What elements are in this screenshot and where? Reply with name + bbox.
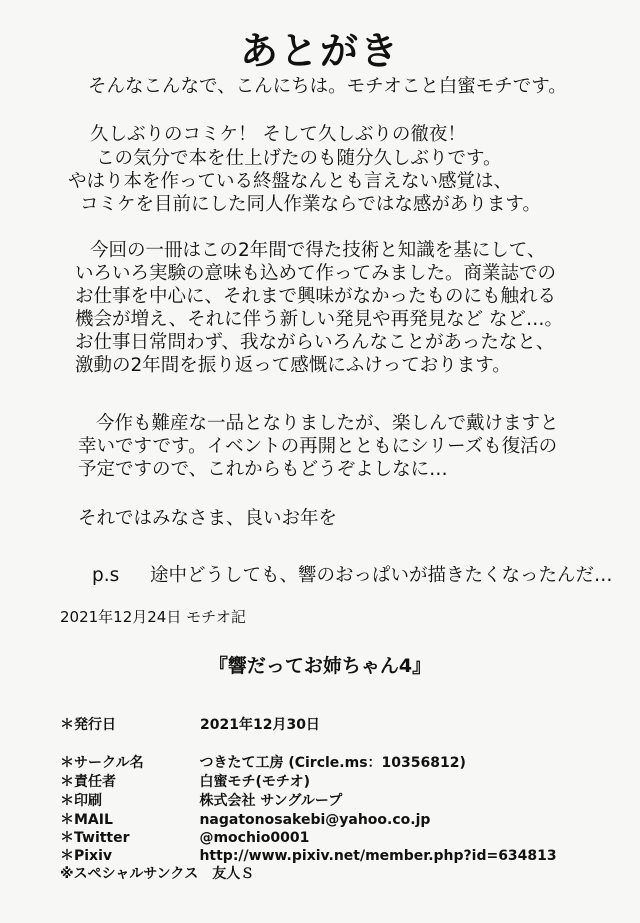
page-heading: あとがき bbox=[239, 29, 400, 73]
paragraph-3-line-6: 激動の2年間を振り返って感慨にふけっております。 bbox=[75, 355, 511, 376]
colophon-special-thanks bbox=[60, 865, 254, 883]
colophon-value: 株式会社 サングループ bbox=[199, 793, 343, 809]
paragraph-3-line-4: 機会が増え、それに伴う新しい発見や再発見など など…。 bbox=[75, 309, 563, 330]
colophon-issue-date bbox=[60, 716, 320, 734]
paragraph-3-line-3: お仕事を中心に、それまで興味がなかったものにも触れる bbox=[75, 286, 557, 307]
ps-text: 途中どうしても、響のおっぱいが描きたくなったんだ… bbox=[150, 565, 613, 586]
colophon-value: nagatonosakebi@yahoo.co.jp bbox=[199, 812, 431, 828]
colophon-value: http://www.pixiv.net/member.php?id=634813 bbox=[199, 848, 557, 864]
special-thanks-text: ※スペシャルサンクス 友人Ｓ bbox=[60, 866, 255, 882]
colophon-row-printer bbox=[60, 792, 342, 810]
colophon-value: 2021年12月30日 bbox=[200, 717, 320, 733]
signature: 2021年12月24日 モチオ記 bbox=[60, 608, 246, 626]
colophon-row-responsible bbox=[60, 773, 310, 791]
colophon-value: @mochio0001 bbox=[199, 830, 310, 846]
paragraph-2-line-4: コミケを目前にした同人作業ならではな感があります。 bbox=[80, 194, 541, 215]
colophon-key: ＊Twitter bbox=[60, 830, 130, 846]
farewell-line: それではみなさま、良いお年を bbox=[78, 508, 338, 529]
colophon-row-pixiv bbox=[60, 847, 557, 865]
paragraph-4-line-3: 予定ですので、これからもどうぞよしなに… bbox=[78, 459, 448, 480]
colophon-value: 白蜜モチ(モチオ) bbox=[199, 774, 310, 790]
colophon-row-circle bbox=[60, 754, 466, 772]
colophon-key: ＊MAIL bbox=[60, 812, 113, 828]
paragraph-2-line-1: 久しぶりのコミケ！ そして久しぶりの徹夜！ bbox=[90, 124, 466, 145]
colophon-row-twitter bbox=[60, 829, 309, 847]
paragraph-3-line-2: いろいろ実験の意味も込めて作ってみました。商業誌での bbox=[75, 263, 557, 284]
paragraph-3-line-1: 今回の一冊はこの2年間で得た技術と知識を基にして、 bbox=[90, 240, 546, 261]
book-title: 『響だってお姉ちゃん4』 bbox=[208, 655, 432, 677]
ps-label: p.s bbox=[92, 565, 120, 586]
greeting-line: そんなこんなで、こんにちは。モチオこと白蜜モチです。 bbox=[88, 76, 567, 97]
paragraph-4-line-2: 幸いですです。イベントの再開とともにシリーズも復活の bbox=[78, 436, 558, 457]
colophon-key: ＊印刷 bbox=[60, 793, 102, 809]
paragraph-3-line-5: お仕事日常問わず、我ながらいろんなことがあったなと、 bbox=[75, 332, 555, 353]
colophon-key: ＊責任者 bbox=[60, 774, 116, 790]
colophon-key: ＊発行日 bbox=[60, 717, 116, 733]
paragraph-4-line-1: 今作も難産な一品となりましたが、楽しんで戴けますと bbox=[96, 413, 559, 434]
colophon-key: ＊サークル名 bbox=[60, 755, 144, 771]
paragraph-2-line-2: この気分で本を仕上げたのも随分久しぶりです。 bbox=[96, 148, 502, 169]
colophon-key: ＊Pixiv bbox=[60, 848, 113, 864]
colophon-row-mail bbox=[60, 811, 430, 829]
colophon-value: つきたて工房 (Circle.ms：10356812) bbox=[199, 755, 466, 771]
paragraph-2-line-3: やはり本を作っている終盤なんとも言えない感覚は、 bbox=[68, 171, 513, 192]
